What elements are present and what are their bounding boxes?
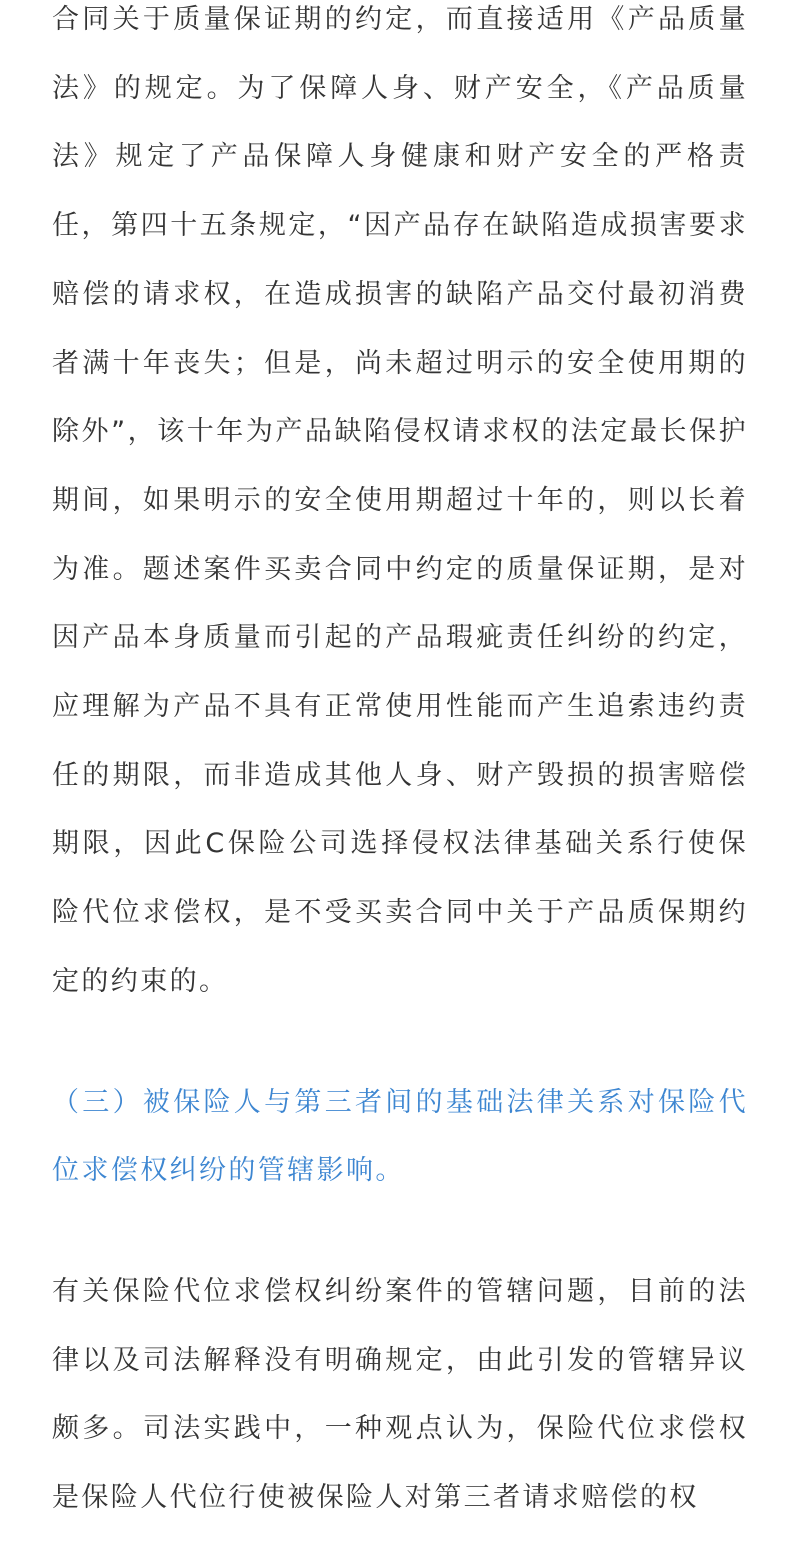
section-heading: （三）被保险人与第三者间的基础法律关系对保险代位求偿权纠纷的管辖影响。 <box>52 1086 748 1187</box>
body-paragraph: 合同关于质量保证期的约定，而直接适用《产品质量法》的规定。为了保障人身、财产安全，《产品质量法》规定了产品保障人身健康和财产安全的严格责任，第四十五条规定，“因产品存在缺陷造成损害要求赔偿的请求权，在造成损害的缺陷产品交付最初消费者满十年丧失；但是，尚未超过明示的安全使用期的除外”，该十年为产品缺陷侵权请求权的法定最长保护期间，如果明示的安全使用期超过十年的，则以长着为准。题述案件买卖合同中约定的质量保证期，是对因产品本身质量而引起的产品瑕疵责任纠纷的约定，应理解为产品不具有正常使用性能而产生追索违约责任的期限，而非造成其他人身、财产毁损的损害赔偿期限，因此C保险公司选择侵权法律基础关系行使保险代位求偿权，是不受买卖合同中关于产品质保期约定的约束的。 <box>52 4 748 997</box>
body-paragraph: 有关保险代位求偿权纠纷案件的管辖问题，目前的法律以及司法解释没有明确规定，由此引发的管辖异议颇多。司法实践中，一种观点认为，保险代位求偿权是保险人代位行使被保险人对第三者请求赔偿的权 <box>52 1275 748 1514</box>
